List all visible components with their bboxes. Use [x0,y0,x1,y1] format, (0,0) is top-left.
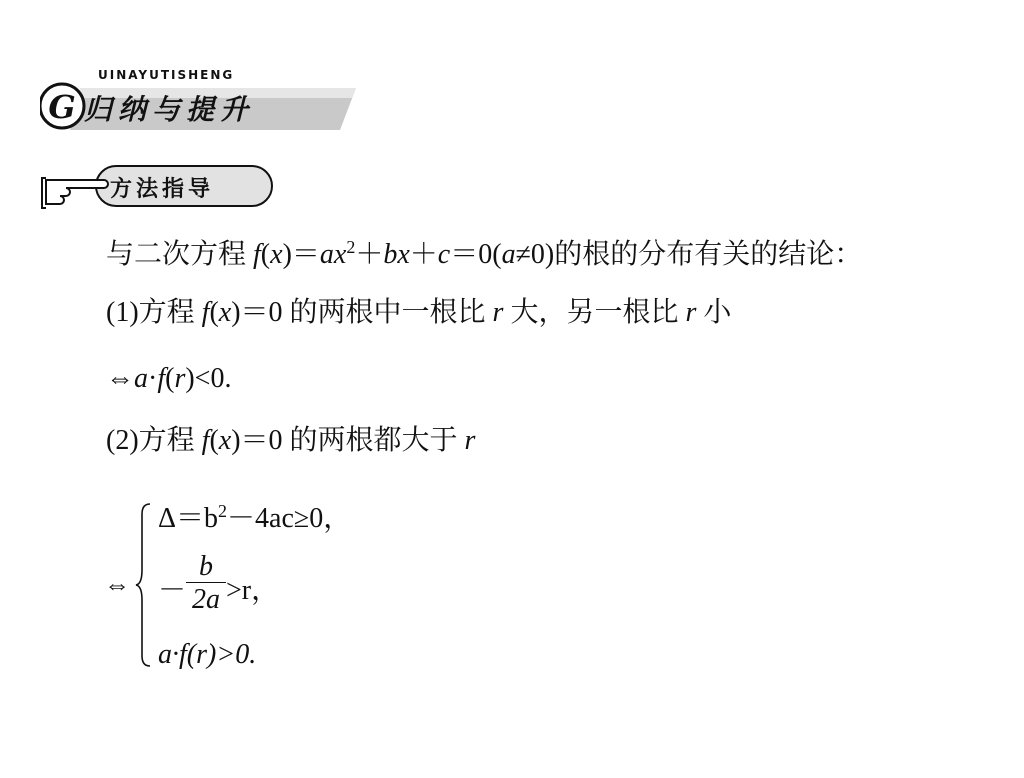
condition-value: a·f(r)>0. [158,639,257,670]
banner-title: 归纳与提升 [84,93,255,126]
left-brace-icon [134,500,154,670]
banner-pinyin: UINAYUTISHENG [98,68,235,82]
item-1-condition: ⇔a·f(r)<0. [106,363,232,394]
method-tag-label: 方法指导 [110,177,215,202]
item-1-mid: ＝0 的两根中一根比 [240,297,493,328]
intro-tail: 的根的分布有关的结论： [554,239,863,270]
method-tag [40,158,280,214]
item-1-cond: <0. [194,363,232,394]
fraction-b-over-2a: $\frac{b}{2a}$ [186,552,226,617]
item-1-line: (1)方程 f(x)＝0 的两根中一根比 r 大，另一根比 r 小 [106,297,732,328]
intro-prefix: 与二次方程 [106,239,254,270]
intro-line: 与二次方程 $f(x)=ax^2+bx+c=0(a\ne 0)$的根的分布有关的结论： [106,237,863,270]
banner-letter-icon: G [48,88,76,126]
item-1-end: 小 [696,297,732,328]
condition-discriminant: $\Delta=b^2-4ac\ge 0$， [158,501,352,534]
item-2-prefix: (2)方程 [106,425,202,456]
item-1-prefix: (1)方程 [106,297,202,328]
item-1-mid2: 大，另一根比 [503,297,686,328]
condition-axis: － >r， [158,575,280,606]
section-banner [40,68,360,136]
item-2-line: (2)方程 f(x)＝0 的两根都大于 r [106,425,476,456]
condition-system [104,496,504,676]
equivalence-icon: ⇔ [104,570,130,599]
item-2-mid: ＝0 的两根都大于 [240,425,465,456]
